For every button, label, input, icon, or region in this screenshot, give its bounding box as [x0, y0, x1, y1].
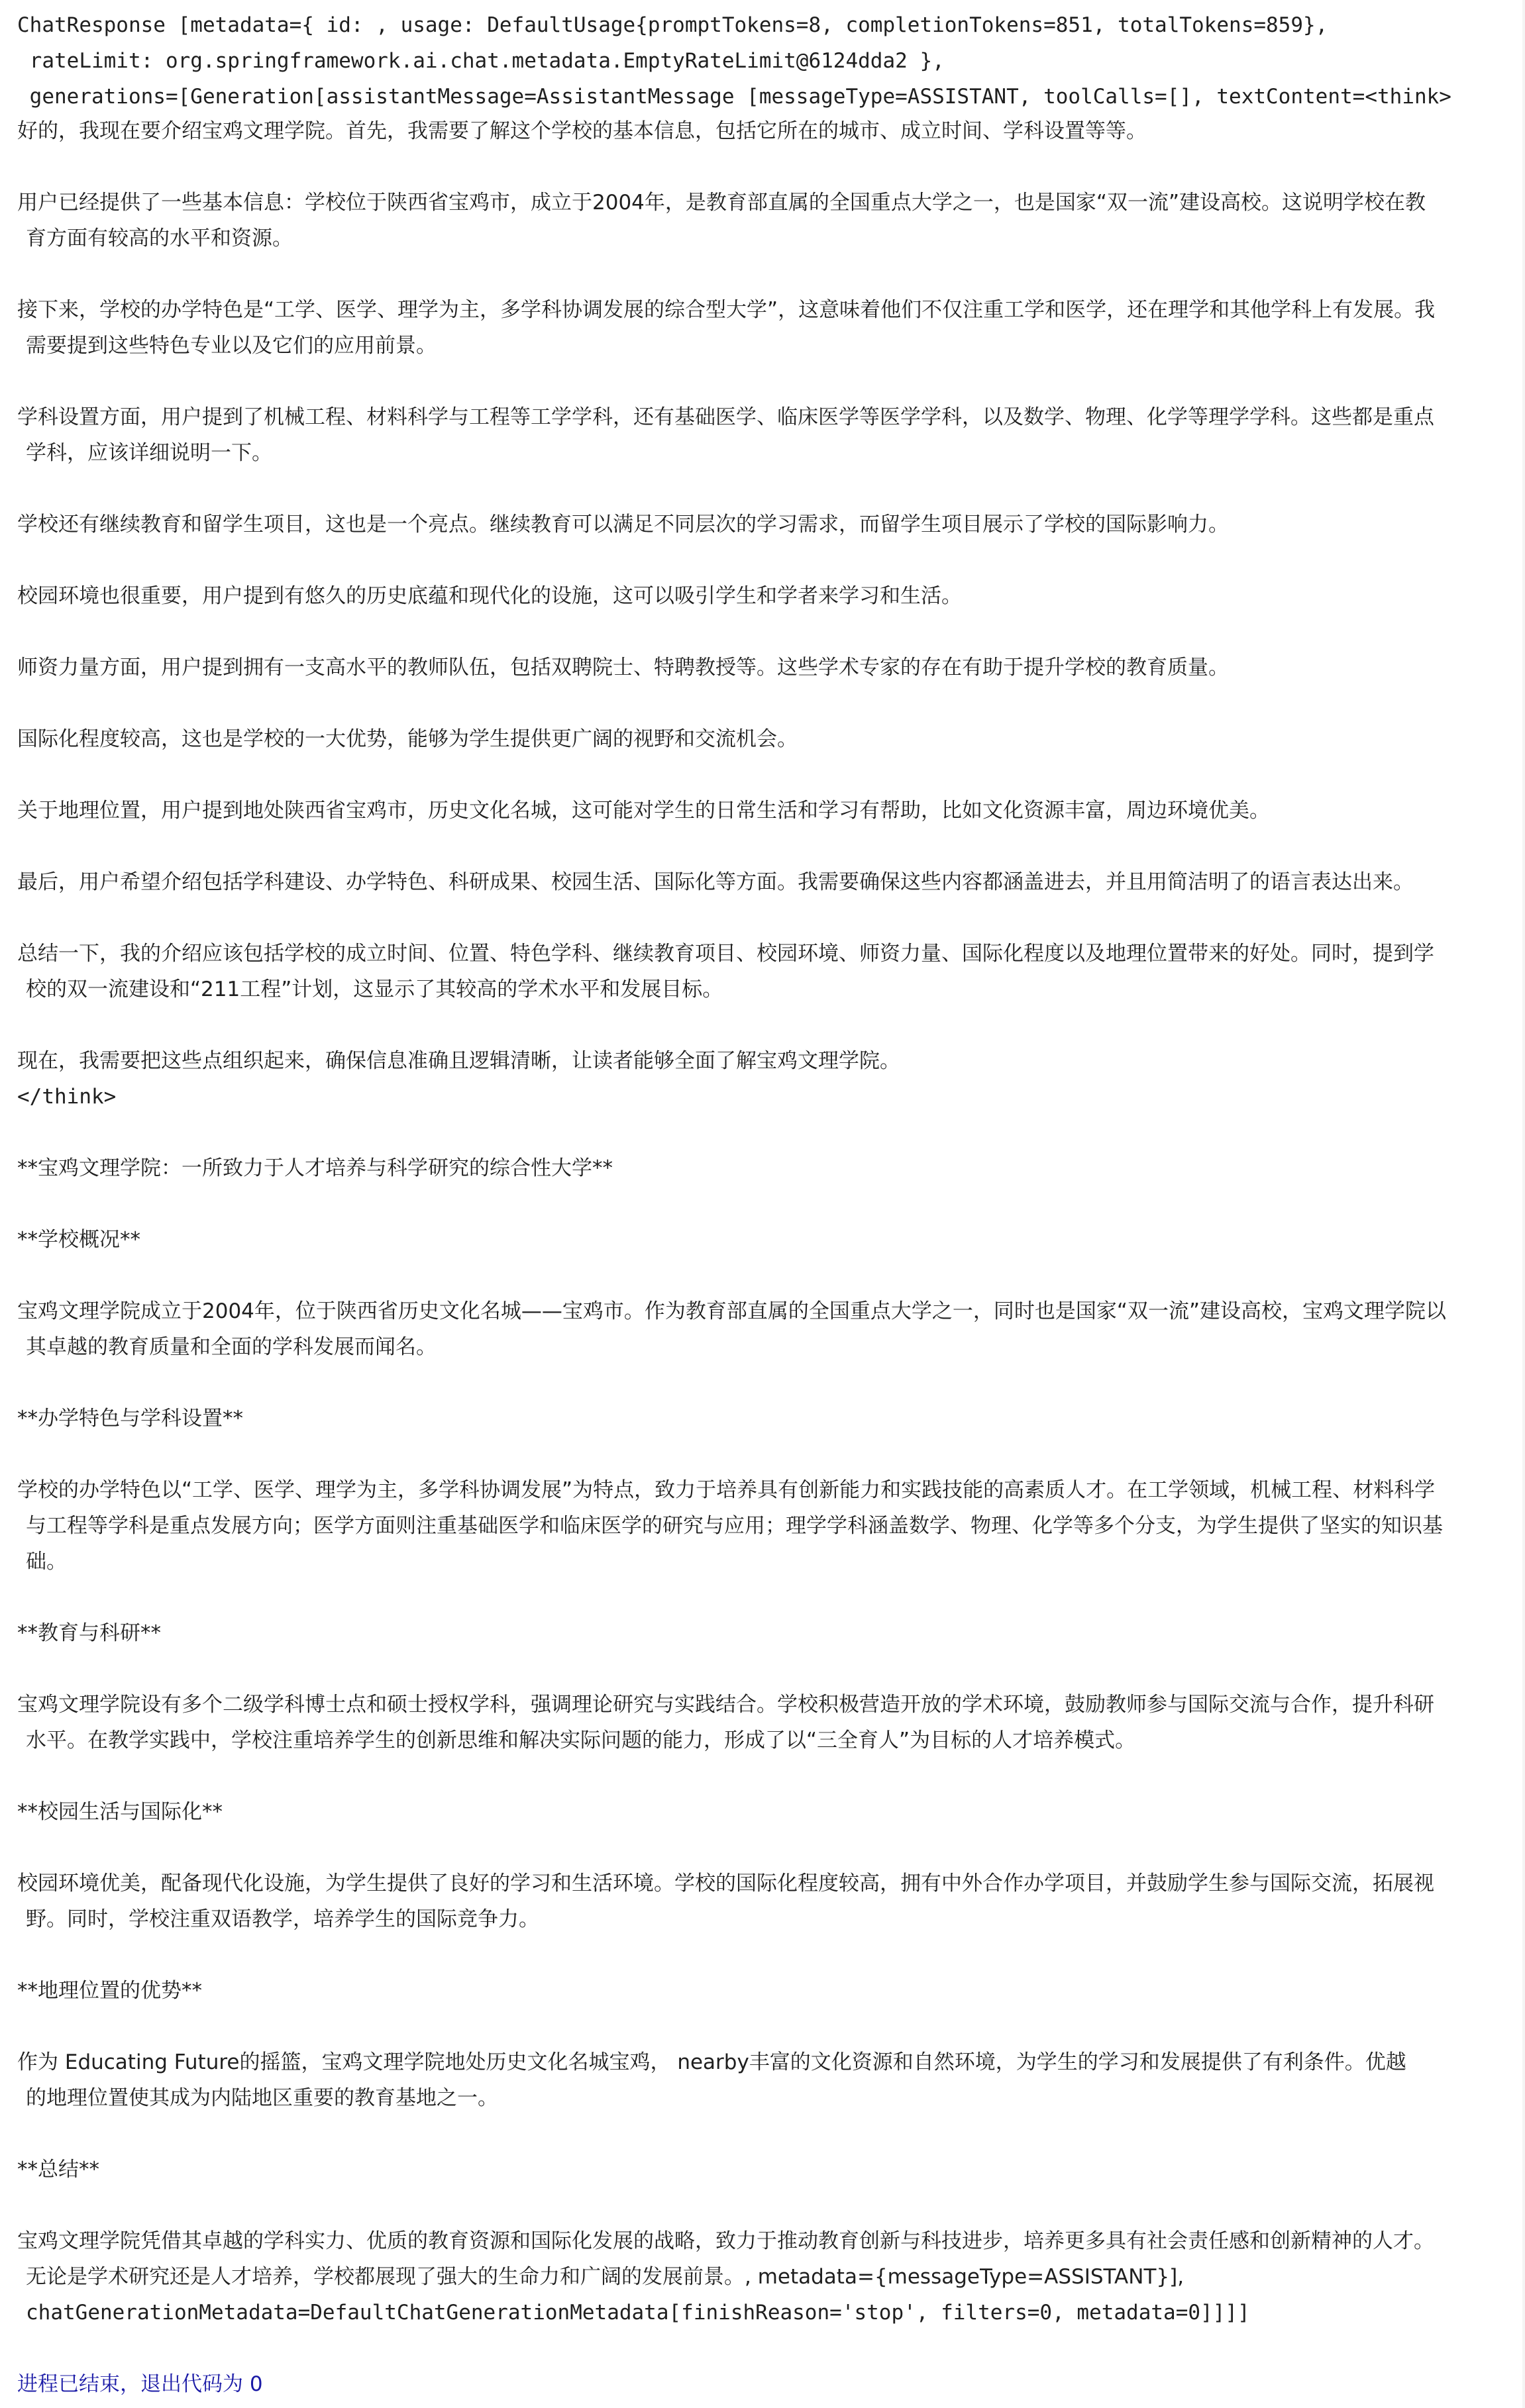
section-body-cont: 水平。在教学实践中，学校注重培养学生的创新思维和解决实际问题的能力，形成了以“三全育人”为目标的人才培养模式。 — [26, 1729, 1136, 1752]
section-heading: **校园生活与国际化** — [17, 1800, 223, 1824]
section-body: 校园环境优美，配备现代化设施，为学生提供了良好的学习和生活环境。学校的国际化程度较高，拥有中外合作办学项目，并鼓励学生参与国际交流，拓展视 — [17, 1872, 1434, 1895]
think-paragraph-cont: 校的双一流建设和“211工程”计划，这显示了其较高的学术水平和发展目标。 — [26, 978, 723, 1001]
think-paragraph: 国际化程度较高，这也是学校的一大优势，能够为学生提供更广阔的视野和交流机会。 — [17, 727, 798, 751]
section-body-cont: 无论是学术研究还是人才培养，学校都展现了强大的生命力和广阔的发展前景。, metadata={messageType=ASSISTANT}], — [26, 2265, 1184, 2289]
section-heading: **总结** — [17, 2158, 99, 2182]
scrollbar-track[interactable] — [1522, 0, 1525, 2408]
section-body-cont: chatGenerationMetadata=DefaultChatGenerationMetadata[finishReason='stop', filters=0, metadata=0]]]] — [26, 2301, 1250, 2325]
think-paragraph: 师资力量方面，用户提到拥有一支高水平的教师队伍，包括双聘院士、特聘教授等。这些学术专家的存在有助于提升学校的教育质量。 — [17, 656, 1229, 679]
think-paragraph: 接下来，学校的办学特色是“工学、医学、理学为主，多学科协调发展的综合型大学”，这意味着他们不仅注重工学和医学，还在理学和其他学科上有发展。我 — [17, 298, 1436, 322]
think-close-tag: </think> — [17, 1085, 117, 1109]
think-paragraph: 好的，我现在要介绍宝鸡文理学院。首先，我需要了解这个学校的基本信息，包括它所在的城市、成立时间、学科设置等等。 — [17, 119, 1147, 143]
section-body-cont: 的地理位置使其成为内陆地区重要的教育基地之一。 — [26, 2086, 498, 2110]
section-heading: **办学特色与学科设置** — [17, 1407, 243, 1430]
think-paragraph-cont: 育方面有较高的水平和资源。 — [26, 226, 293, 250]
response-header-line: ChatResponse [metadata={ id: , usage: DefaultUsage{promptTokens=8, completionTokens=851, totalTokens=859}, — [17, 13, 1328, 37]
section-body: 学校的办学特色以“工学、医学、理学为主，多学科协调发展”为特点，致力于培养具有创新能力和实践技能的高素质人才。在工学领域，机械工程、材料科学 — [17, 1478, 1436, 1502]
section-heading: **学校概况** — [17, 1228, 140, 1252]
console-output — [17, 0, 1501, 2408]
response-header-line: generations=[Generation[assistantMessage=AssistantMessage [messageType=ASSISTANT, toolCalls=[], textContent=<think> — [17, 85, 1451, 109]
think-paragraph: 现在，我需要把这些点组织起来，确保信息准确且逻辑清晰，让读者能够全面了解宝鸡文理学院。 — [17, 1049, 900, 1073]
section-body: 宝鸡文理学院凭借其卓越的学科实力、优质的教育资源和国际化发展的战略，致力于推动教育创新与科技进步，培养更多具有社会责任感和创新精神的人才。 — [17, 2229, 1434, 2253]
section-heading: **教育与科研** — [17, 1621, 161, 1645]
article-title: **宝鸡文理学院：一所致力于人才培养与科学研究的综合性大学** — [17, 1156, 613, 1180]
section-body-cont: 与工程等学科是重点发展方向；医学方面则注重基础医学和临床医学的研究与应用；理学学科涵盖数学、物理、化学等多个分支，为学生提供了坚实的知识基 — [26, 1514, 1443, 1538]
think-paragraph: 校园环境也很重要，用户提到有悠久的历史底蕴和现代化的设施，这可以吸引学生和学者来学习和生活。 — [17, 584, 962, 608]
section-body-cont: 野。同时，学校注重双语教学，培养学生的国际竞争力。 — [26, 1907, 539, 1931]
section-body: 宝鸡文理学院设有多个二级学科博士点和硕士授权学科，强调理论研究与实践结合。学校积极营造开放的学术环境，鼓励教师参与国际交流与合作，提升科研 — [17, 1693, 1434, 1717]
think-paragraph-cont: 需要提到这些特色专业以及它们的应用前景。 — [26, 334, 437, 358]
think-paragraph-cont: 学科，应该详细说明一下。 — [26, 441, 272, 465]
think-paragraph: 最后，用户希望介绍包括学科建设、办学特色、科研成果、校园生活、国际化等方面。我需要确保这些内容都涵盖进去，并且用简洁明了的语言表达出来。 — [17, 870, 1414, 894]
section-body: 作为 Educating Future的摇篮，宝鸡文理学院地处历史文化名城宝鸡， nearby丰富的文化资源和自然环境，为学生的学习和发展提供了有利条件。优越 — [17, 2050, 1406, 2074]
think-paragraph: 用户已经提供了一些基本信息：学校位于陕西省宝鸡市，成立于2004年，是教育部直属的全国重点大学之一，也是国家“双一流”建设高校。这说明学校在教 — [17, 191, 1426, 215]
think-paragraph: 学科设置方面，用户提到了机械工程、材料科学与工程等工学学科，还有基础医学、临床医学等医学学科，以及数学、物理、化学等理学学科。这些都是重点 — [17, 405, 1434, 429]
section-heading: **地理位置的优势** — [17, 1979, 202, 2003]
section-body-cont: 其卓越的教育质量和全面的学科发展而闻名。 — [26, 1335, 437, 1359]
response-header-line: rateLimit: org.springframework.ai.chat.metadata.EmptyRateLimit@6124dda2 }, — [17, 49, 945, 73]
think-paragraph: 关于地理位置，用户提到地处陕西省宝鸡市，历史文化名城，这可能对学生的日常生活和学习有帮助，比如文化资源丰富，周边环境优美。 — [17, 799, 1270, 823]
section-body-cont: 础。 — [26, 1550, 67, 1574]
think-paragraph: 学校还有继续教育和留学生项目，这也是一个亮点。继续教育可以满足不同层次的学习需求，而留学生项目展示了学校的国际影响力。 — [17, 513, 1229, 536]
process-exit-message: 进程已结束，退出代码为 0 — [17, 2372, 263, 2396]
section-body: 宝鸡文理学院成立于2004年，位于陕西省历史文化名城——宝鸡市。作为教育部直属的全国重点大学之一，同时也是国家“双一流”建设高校，宝鸡文理学院以 — [17, 1299, 1447, 1323]
think-paragraph: 总结一下，我的介绍应该包括学校的成立时间、位置、特色学科、继续教育项目、校园环境、师资力量、国际化程度以及地理位置带来的好处。同时，提到学 — [17, 942, 1434, 966]
